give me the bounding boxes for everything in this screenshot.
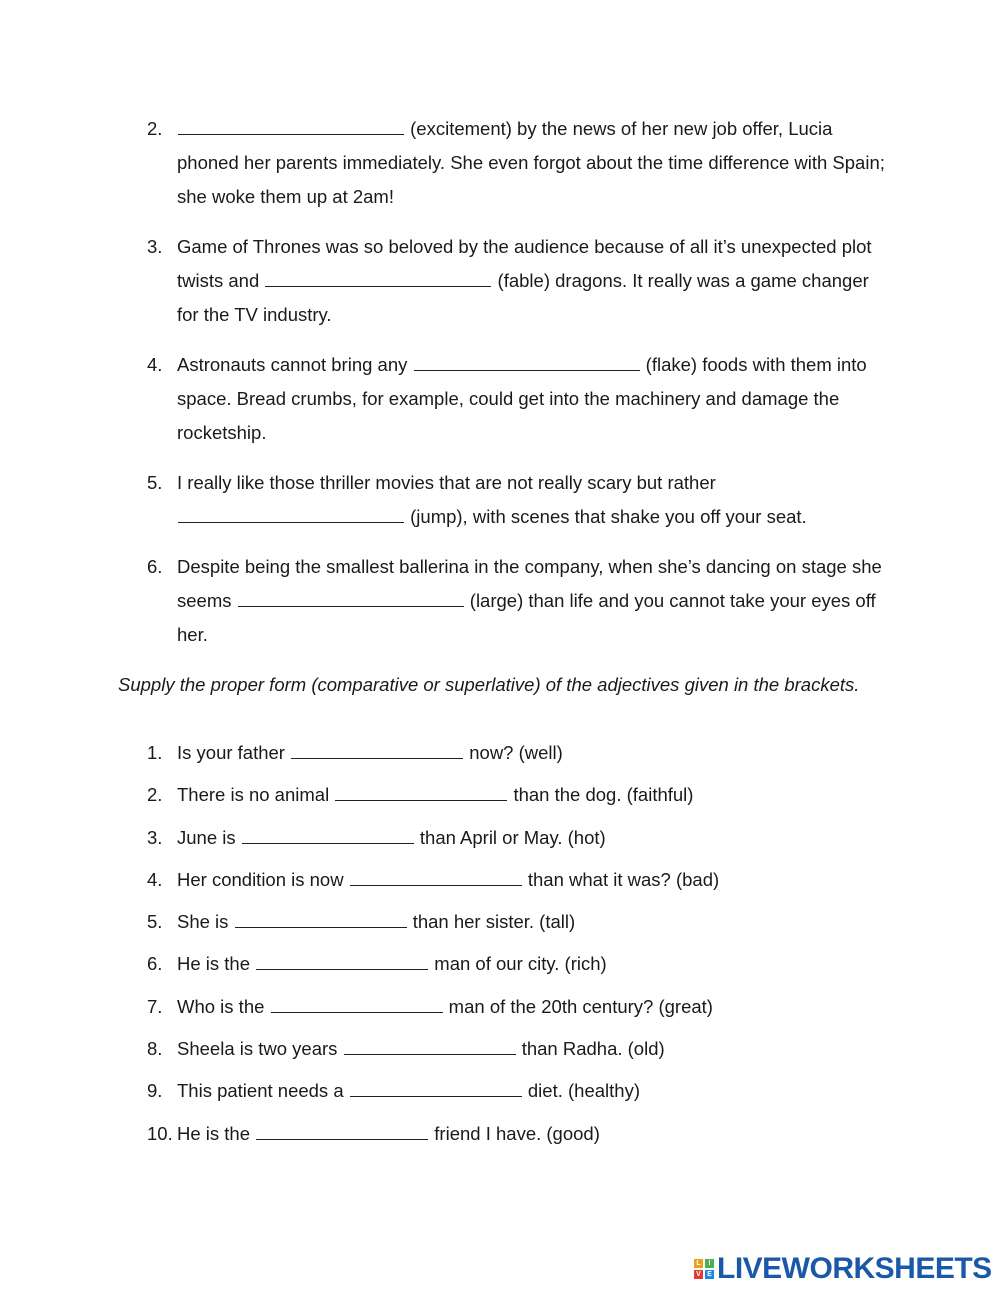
item-text-before: Game of Thrones was so beloved by the audience because of all it’s unexpected plot twists and xyxy=(177,236,872,291)
item-text-after: than Radha. (old) xyxy=(516,1038,665,1060)
item-text-before: He is the xyxy=(177,953,256,975)
item-number: 3. xyxy=(147,236,163,257)
item-text-after: (flake) foods with them into space. Bread crumbs, for example, could get into the machinery and damage the rocketship. xyxy=(177,354,867,443)
list-item xyxy=(0,736,887,770)
answer-blank[interactable] xyxy=(235,911,407,928)
list-item xyxy=(0,466,887,534)
item-number: 9. xyxy=(147,1080,163,1102)
answer-blank[interactable] xyxy=(265,270,491,287)
item-number: 2. xyxy=(147,118,163,139)
item-number: 4. xyxy=(147,868,163,890)
answer-blank[interactable] xyxy=(414,354,640,371)
answer-blank[interactable] xyxy=(242,827,414,844)
instruction-text: Supply the proper form (comparative or superlative) of the adjectives given in the brackets. xyxy=(118,674,860,695)
item-text-after: diet. (healthy) xyxy=(522,1080,640,1102)
item-number: 3. xyxy=(147,826,163,848)
list-item xyxy=(0,905,887,939)
logo-blocks-icon xyxy=(694,1259,714,1279)
item-text-before: Astronauts cannot bring any xyxy=(177,354,413,375)
item-number: 8. xyxy=(147,1038,163,1060)
liveworksheets-logo xyxy=(694,1254,992,1284)
logo-block: E xyxy=(705,1270,714,1279)
logo-block: L xyxy=(694,1259,703,1268)
item-text-after: than the dog. (faithful) xyxy=(508,784,694,806)
answer-blank[interactable] xyxy=(178,118,404,135)
word-formation-list xyxy=(0,112,1000,668)
item-text-before: Who is the xyxy=(177,995,270,1017)
answer-blank[interactable] xyxy=(350,869,522,886)
list-item xyxy=(0,348,887,450)
list-item xyxy=(0,947,887,981)
list-item xyxy=(0,778,887,812)
item-text-after: now? (well) xyxy=(464,742,563,763)
answer-blank[interactable] xyxy=(256,1123,428,1140)
answer-blank[interactable] xyxy=(271,996,443,1013)
list-item xyxy=(0,112,887,214)
item-text-after: than her sister. (tall) xyxy=(407,911,576,933)
item-text-before: Her condition is now xyxy=(177,868,349,890)
adjective-list xyxy=(0,736,1000,1159)
item-text-after: (jump), with scenes that shake you off your seat. xyxy=(405,506,807,527)
list-item xyxy=(0,990,887,1024)
logo-text: LIVEWORKSHEETS xyxy=(717,1252,992,1285)
item-text-before: I really like those thriller movies that are not really scary but rather xyxy=(177,472,716,493)
answer-blank[interactable] xyxy=(344,1038,516,1055)
answer-blank[interactable] xyxy=(256,953,428,970)
answer-blank[interactable] xyxy=(350,1080,522,1097)
item-text-after: man of the 20th century? (great) xyxy=(443,995,713,1017)
item-number: 4. xyxy=(147,354,163,375)
item-text-after: man of our city. (rich) xyxy=(429,953,607,975)
item-number: 10. xyxy=(147,1122,173,1144)
logo-block: I xyxy=(705,1259,714,1268)
item-text-after: than April or May. (hot) xyxy=(414,826,606,848)
item-number: 2. xyxy=(147,784,163,806)
list-item xyxy=(0,821,887,855)
item-text-before: June is xyxy=(177,826,241,848)
item-text-after: friend I have. (good) xyxy=(429,1122,600,1144)
list-item xyxy=(0,1074,887,1108)
logo-block: V xyxy=(694,1270,703,1279)
item-text-after: (excitement) by the news of her new job offer, Lucia phoned her parents immediately. She even forgot about the time difference with Spain; she woke them up at 2am! xyxy=(177,118,885,207)
item-text-before: There is no animal xyxy=(177,784,335,806)
list-item xyxy=(0,1117,887,1151)
list-item xyxy=(0,863,887,897)
item-number: 5. xyxy=(147,911,163,933)
item-text-before: She is xyxy=(177,911,234,933)
list-item xyxy=(0,550,887,652)
item-text-before: Despite being the smallest ballerina in the company, when she’s dancing on stage she seems xyxy=(177,556,882,611)
item-text-after: than what it was? (bad) xyxy=(522,868,720,890)
item-number: 6. xyxy=(147,953,163,975)
answer-blank[interactable] xyxy=(238,590,464,607)
item-text-before: He is the xyxy=(177,1122,256,1144)
item-text-after: (fable) dragons. It really was a game changer for the TV industry. xyxy=(177,270,869,325)
answer-blank[interactable] xyxy=(335,784,507,801)
list-item xyxy=(0,1032,887,1066)
item-text-before: Sheela is two years xyxy=(177,1038,343,1060)
item-number: 5. xyxy=(147,472,163,493)
item-number: 7. xyxy=(147,995,163,1017)
list-item xyxy=(0,230,887,332)
item-number: 6. xyxy=(147,556,163,577)
answer-blank[interactable] xyxy=(291,742,463,759)
item-number: 1. xyxy=(147,742,163,763)
item-text-after: (large) than life and you cannot take your eyes off her. xyxy=(177,590,876,645)
item-text-before: This patient needs a xyxy=(177,1080,349,1102)
answer-blank[interactable] xyxy=(178,506,404,523)
item-text-before: Is your father xyxy=(177,742,291,763)
